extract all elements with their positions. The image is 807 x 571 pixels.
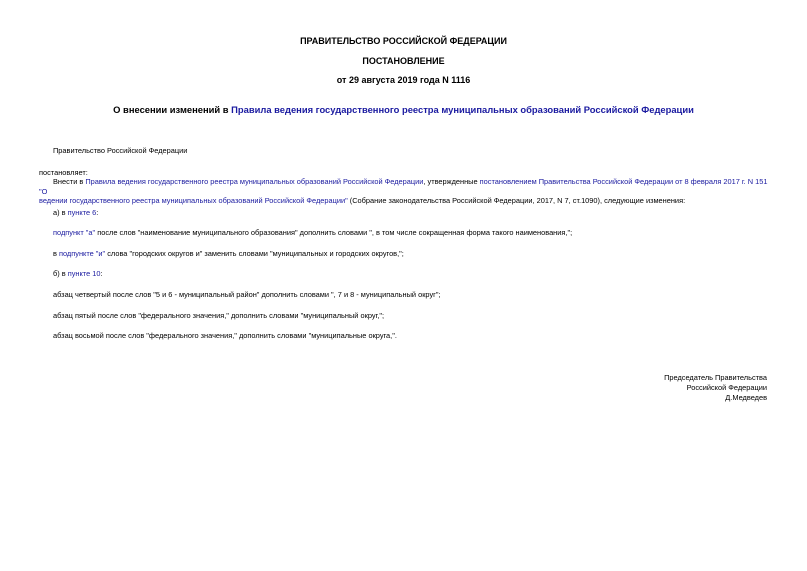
resolution-151-link[interactable]: постановлением Правительства Российской Федерации от 8 февраля 2017 г. N 151 "О	[39, 177, 768, 196]
subclause-a-link[interactable]: подпункт "а"	[53, 228, 96, 237]
item-b	[53, 269, 103, 279]
title-prefix: О внесении изменений в	[113, 104, 232, 115]
item-b3: абзац восьмой после слов "федерального значения," дополнить словами "муниципальные округа,".	[53, 331, 397, 340]
rules-link[interactable]: Правила ведения государственного реестра муниципальных образований Российской Федерации	[85, 177, 424, 186]
item-a2-text-1: в	[53, 249, 59, 258]
item-a1	[53, 228, 572, 238]
item-a2	[53, 249, 404, 259]
item-b-text-1: б) в	[53, 269, 68, 278]
signature-position: Председатель Правительства	[664, 373, 767, 382]
item-a-text-1: а) в	[53, 208, 68, 217]
item-a1-text: после слов "наименование муниципального образования" дополнить словами ", в том числе сокращенная форма такого наименования,";	[95, 228, 573, 237]
document-title	[0, 104, 807, 115]
subclause-i-link[interactable]: подпункте "и"	[58, 249, 106, 258]
org-heading: ПРАВИТЕЛЬСТВО РОССИЙСКОЙ ФЕДЕРАЦИИ	[300, 36, 507, 46]
item-b-text-2: :	[100, 269, 103, 278]
main-text-1: Внести в	[53, 177, 86, 186]
item-a2-text-2: слова "городских округов и" заменить словами "муниципальных и городских округов,";	[105, 249, 404, 258]
main-text-2: , утвержденные	[423, 177, 480, 186]
item-b1: абзац четвертый после слов "5 и 6 - муниципальный район" дополнить словами ", 7 и 8 - муниципальный округ";	[53, 290, 441, 299]
clause-6-link[interactable]: пункте 6	[67, 208, 97, 217]
item-b2: абзац пятый после слов "федерального значения," дополнить словами "муниципальный округ,";	[53, 311, 385, 320]
title-rules-link[interactable]: Правила ведения государственного реестра муниципальных образований Российской Федерации	[231, 104, 694, 115]
intro-text: Правительство Российской Федерации	[53, 146, 188, 155]
signature-block	[664, 373, 767, 403]
item-a-text-2: :	[96, 208, 99, 217]
main-paragraph	[39, 177, 774, 206]
resolution-151-link-cont[interactable]: ведении государственного реестра муниципальных образований Российской Федерации"	[39, 196, 348, 206]
main-text-3: (Собрание законодательства Российской Федерации, 2017, N 7, ст.1090), следующие изменения:	[347, 196, 686, 206]
signature-name: Д.Медведев	[725, 393, 767, 402]
resolves-text: постановляет:	[39, 168, 88, 177]
date-number-heading: от 29 августа 2019 года N 1116	[336, 75, 471, 85]
doc-type-heading: ПОСТАНОВЛЕНИЕ	[362, 56, 445, 66]
item-a	[53, 208, 98, 218]
clause-10-link[interactable]: пункте 10	[67, 269, 101, 278]
signature-country: Российской Федерации	[686, 383, 767, 392]
